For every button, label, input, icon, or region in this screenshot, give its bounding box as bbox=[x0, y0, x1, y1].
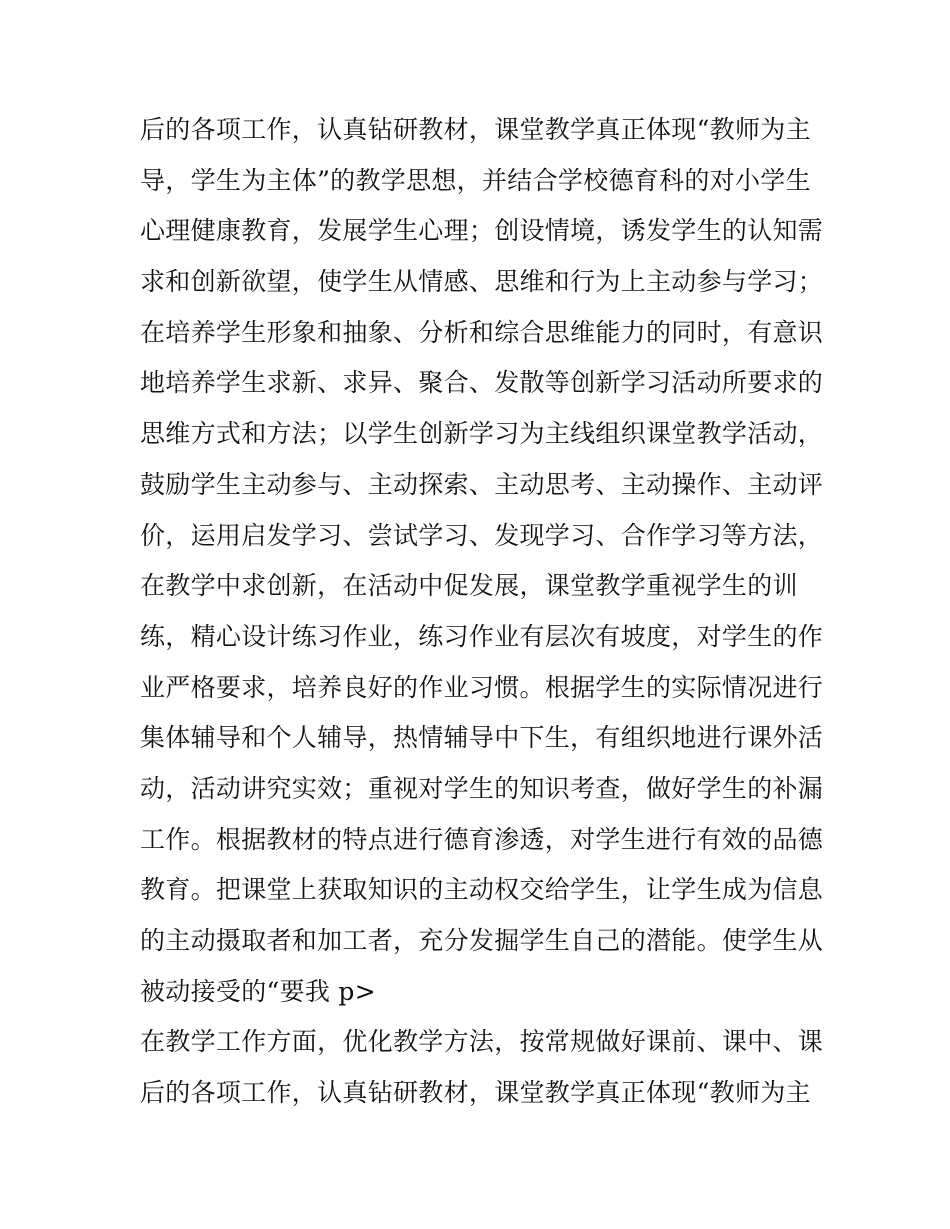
text-line-19: 在教学工作方面，优化教学方法，按常规做好课前、课中、课 bbox=[140, 1027, 824, 1057]
text-line-16: 教育。把课堂上获取知识的主动权交给学生，让学生成为信息 bbox=[140, 875, 824, 905]
text-line-17: 的主动摄取者和加工者，充分发掘学生自己的潜能。使学生从 bbox=[140, 926, 824, 955]
text-line-1: 后的各项工作，认真钻研教材，课堂教学真正体现“教师为主 bbox=[140, 115, 811, 144]
text-line-13: 集体辅导和个人辅导，热情辅导中下生，有组织地进行课外活 bbox=[140, 723, 824, 753]
text-line-10: 在教学中求创新，在活动中促发展，课堂教学重视学生的训 bbox=[140, 571, 798, 601]
text-line-9: 价，运用启发学习、尝试学习、发现学习、合作学习等方法， bbox=[140, 520, 824, 550]
text-line-6: 地培养学生求新、求异、聚合、发散等创新学习活动所要求的 bbox=[140, 368, 824, 398]
text-line-20: 后的各项工作，认真钻研教材，课堂教学真正体现“教师为主 bbox=[140, 1078, 811, 1108]
text-line-14: 动，活动讲究实效；重视对学生的知识考查，做好学生的补漏 bbox=[140, 773, 824, 803]
text-line-11: 练，精心设计练习作业，练习作业有层次有坡度，对学生的作 bbox=[140, 621, 824, 651]
text-line-8: 鼓励学生主动参与、主动探索、主动思考、主动操作、主动评 bbox=[140, 469, 824, 499]
text-line-18: 被动接受的“要我 p> bbox=[140, 976, 376, 1006]
text-line-15: 工作。根据教材的特点进行德育渗透，对学生进行有效的品德 bbox=[140, 824, 824, 854]
text-line-7: 思维方式和方法；以学生创新学习为主线组织课堂教学活动， bbox=[140, 419, 824, 449]
body-text bbox=[140, 105, 824, 1119]
text-line-5: 在培养学生形象和抽象、分析和综合思维能力的同时，有意识 bbox=[140, 317, 824, 347]
text-line-4: 求和创新欲望，使学生从情感、思维和行为上主动参与学习； bbox=[140, 267, 824, 297]
text-line-12: 业严格要求，培养良好的作业习惯。根据学生的实际情况进行 bbox=[140, 672, 824, 702]
text-line-3: 心理健康教育，发展学生心理；创设情境，诱发学生的认知需 bbox=[140, 216, 824, 246]
text-line-2: 导，学生为主体”的教学思想，并结合学校德育科的对小学生 bbox=[140, 165, 811, 195]
